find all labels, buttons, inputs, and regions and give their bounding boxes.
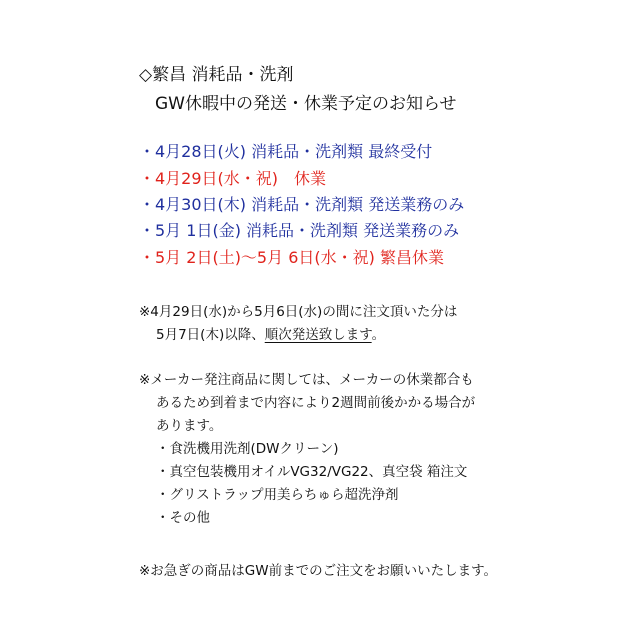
shipping-note-suffix: 。 — [371, 327, 386, 343]
schedule-item-apr-28: ・4月28日(火) 消耗品・洗剤類 最終受付 — [139, 142, 433, 161]
closing-note: ※お急ぎの商品はGW前までのご注文をお願いいたします。 — [139, 563, 498, 579]
notice-title: ◇繁昌 消耗品・洗剤 — [139, 65, 294, 85]
schedule-item-may-1: ・5月 1日(金) 消耗品・洗剤類 発送業務のみ — [139, 221, 460, 240]
schedule-item-may-2-6: ・5月 2日(土)～5月 6日(水・祝) 繁昌休業 — [139, 248, 444, 267]
maker-item-other: ・その他 — [156, 510, 210, 526]
maker-item-dishwasher-detergent: ・食洗機用洗剤(DWクリーン) — [156, 441, 339, 457]
maker-note-line-2: あるため到着まで内容により2週間前後かかる場合が — [156, 395, 476, 411]
shipping-note-line-1: ※4月29日(水)から5月6日(水)の間に注文頂いた分は — [139, 304, 458, 320]
maker-note-line-3: あります。 — [156, 418, 223, 434]
schedule-item-apr-29: ・4月29日(水・祝) 休業 — [139, 169, 327, 188]
notice-subtitle: GW休暇中の発送・休業予定のお知らせ — [155, 94, 457, 114]
maker-item-vacuum-oil: ・真空包装機用オイルVG32/VG22、真空袋 箱注文 — [156, 464, 468, 480]
shipping-note-prefix: 5月7日(木)以降、 — [156, 327, 265, 343]
maker-item-grease-trap-cleaner: ・グリストラップ用美らちゅら超洗浄剤 — [156, 487, 399, 503]
shipping-note-line-2 — [156, 329, 385, 343]
maker-note-line-1: ※メーカー発注商品に関しては、メーカーの休業都合も — [139, 372, 474, 388]
shipping-note-emphasis: 順次発送致します — [264, 327, 372, 343]
schedule-item-apr-30: ・4月30日(木) 消耗品・洗剤類 発送業務のみ — [139, 195, 465, 214]
